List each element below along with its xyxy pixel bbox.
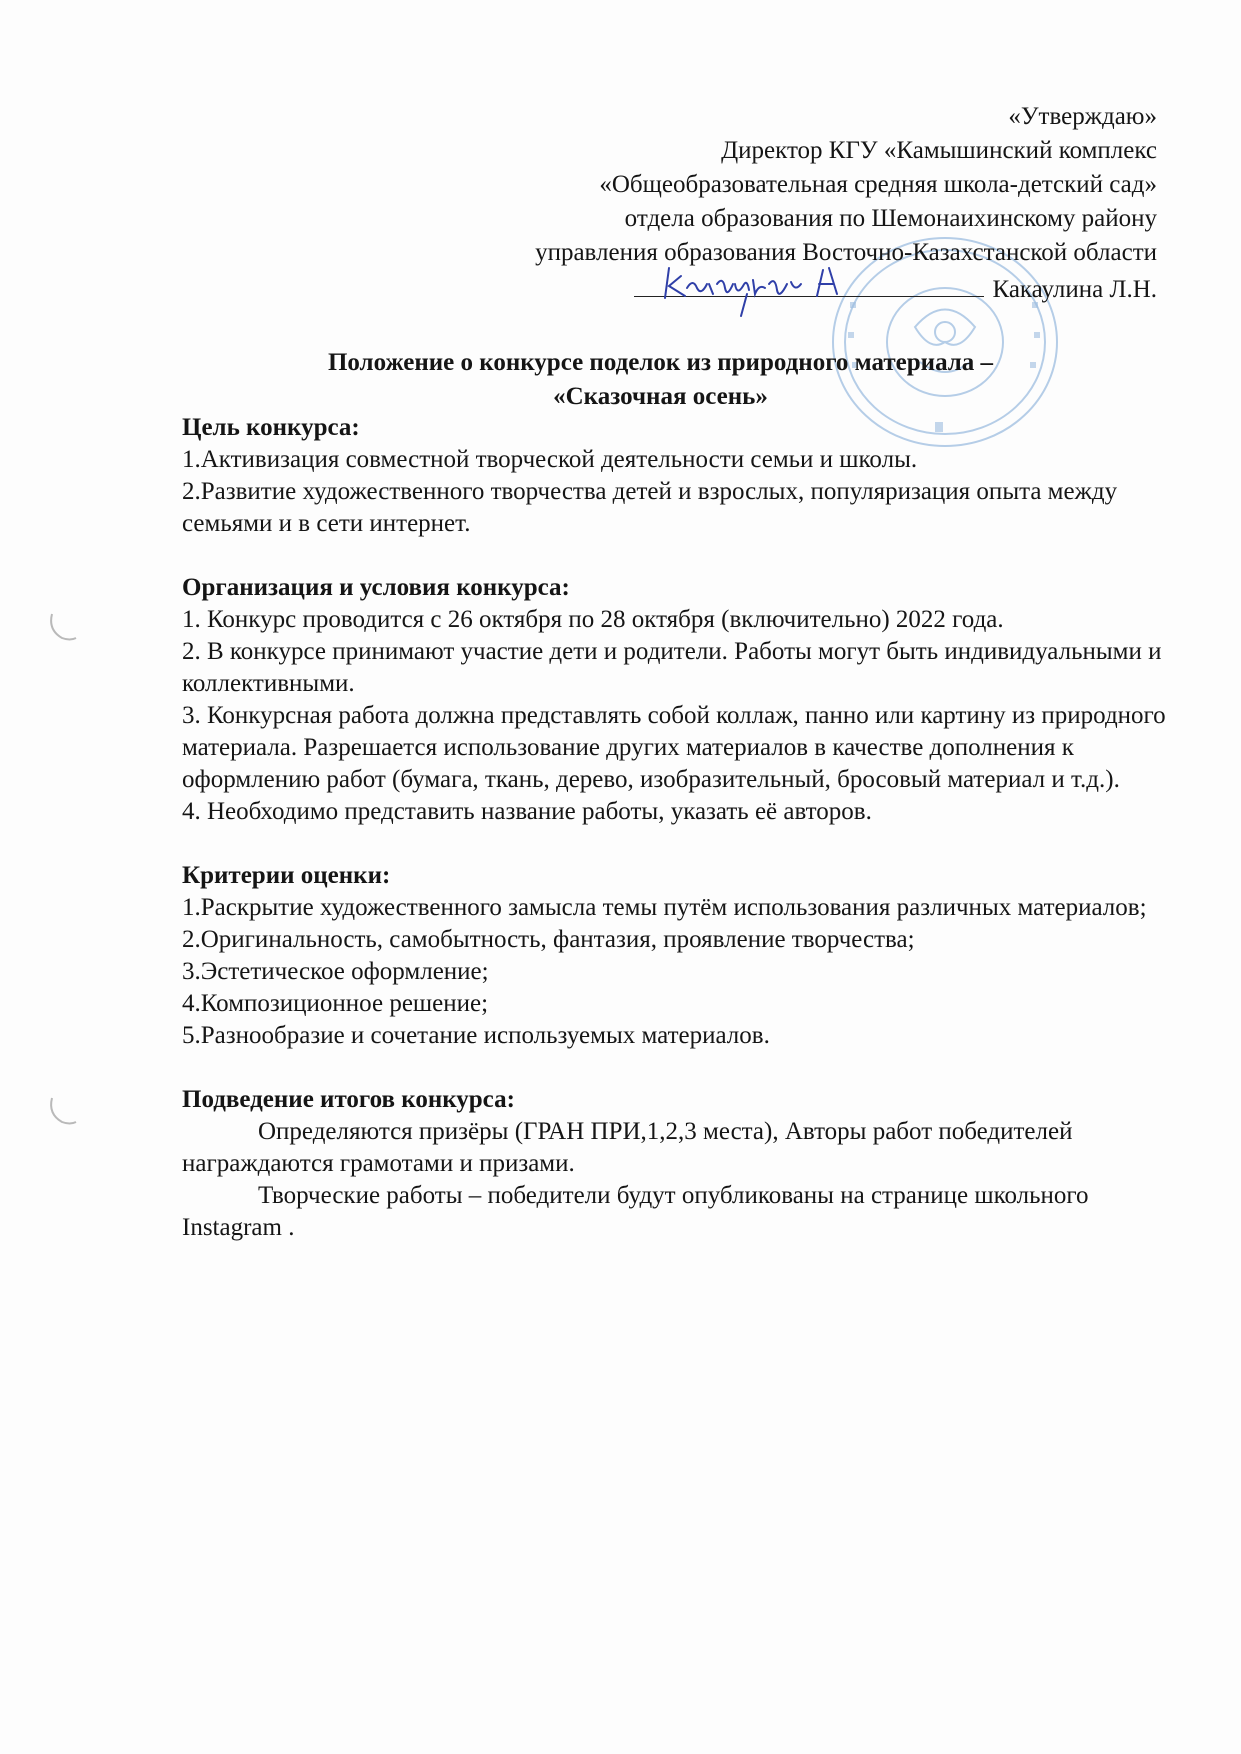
organization-item: 2. В конкурсе принимают участие дети и родители. Работы могут быть индивидуальными и коллективными. [182,638,1162,697]
criteria-item: 2.Оригинальность, самобытность, фантазия, проявление творчества; [182,926,915,953]
approval-department-line: отдела образования по Шемонаихинскому району [624,205,1157,232]
title-line-1: Положение о конкурсе поделок из природного материала – [327,349,994,376]
signature-line [257,270,1157,307]
approval-director-line: Директор КГУ «Камышинский комплекс [721,137,1157,164]
goal-item: 1.Активизация совместной творческой деятельности семьи и школы. [182,446,918,473]
punch-hole-icon [42,1092,82,1132]
approval-administration-line: управления образования Восточно-Казахстанской области [535,239,1157,266]
signatory-name: Какаулина Л.Н. [992,276,1157,303]
document-title [0,346,1241,414]
results-paragraph: Определяются призёры (ГРАН ПРИ,1,2,3 места), Авторы работ победителей награждаются грамотами и призами. [182,1118,1073,1177]
criteria-item: 5.Разнообразие и сочетание используемых материалов. [182,1022,770,1049]
handwritten-signature-icon [661,254,871,324]
section-heading-goal: Цель конкурса: [182,414,360,441]
results-paragraph: Творческие работы – победители будут опубликованы на странице школьного Instagram . [182,1182,1089,1241]
goal-item: 2.Развитие художественного творчества детей и взрослых, популяризация опыта между семьями и в сети интернет. [182,478,1118,537]
document-body [182,412,1182,1244]
section-heading-organization: Организация и условия конкурса: [182,574,570,601]
title-line-2: «Сказочная осень» [553,383,768,410]
criteria-item: 3.Эстетическое оформление; [182,958,489,985]
punch-hole-icon [42,608,82,648]
section-heading-criteria: Критерии оценки: [182,862,391,889]
approval-heading: «Утверждаю» [1008,103,1157,130]
criteria-item: 1.Раскрытие художественного замысла темы путём использования различных материалов; [182,894,1147,921]
organization-item: 3. Конкурсная работа должна представлять собой коллаж, панно или картину из природного материала. Разрешается использование других материалов в качестве дополнения к оформлению работ (бумага, ткань, дерево, изобразительный, бросовый материал и т.д.). [182,702,1166,793]
approval-block [257,100,1157,307]
organization-item: 4. Необходимо представить название работы, указать её авторов. [182,798,872,825]
criteria-item: 4.Композиционное решение; [182,990,489,1017]
organization-item: 1. Конкурс проводится с 26 октября по 28 октября (включительно) 2022 года. [182,606,1004,633]
approval-school-line: «Общеобразовательная средняя школа-детский сад» [599,171,1157,198]
section-heading-results: Подведение итогов конкурса: [182,1086,515,1113]
